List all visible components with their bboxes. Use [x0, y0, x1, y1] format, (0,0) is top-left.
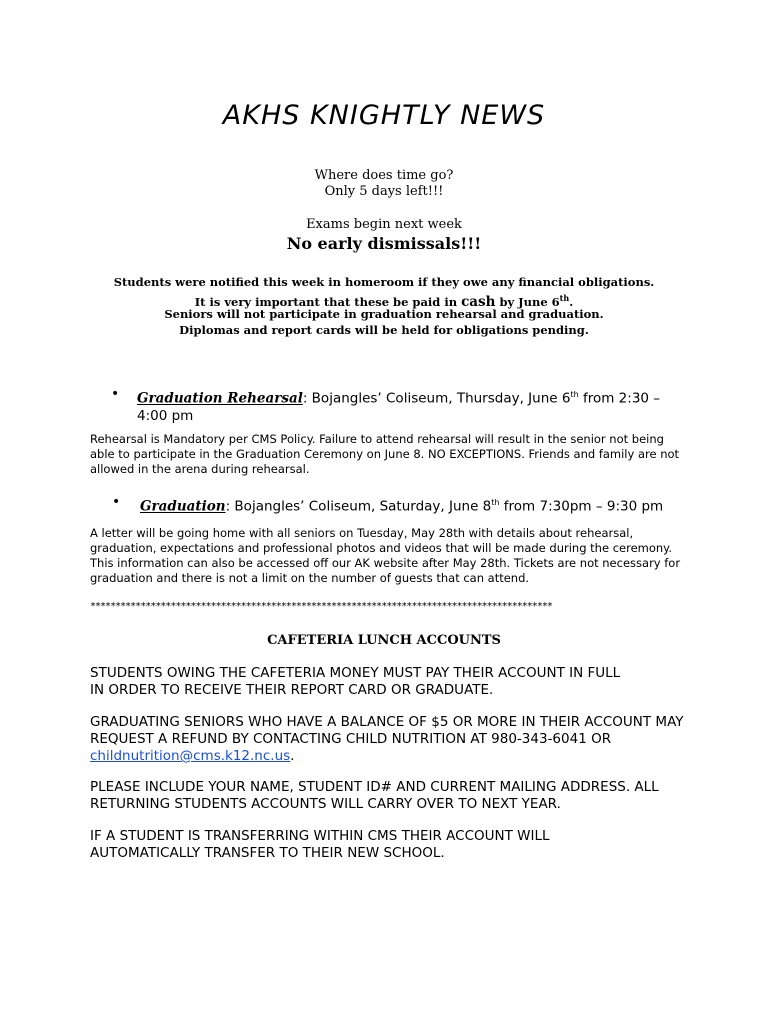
- notice-sup: th: [559, 293, 570, 303]
- cafeteria-paragraph-4: IF A STUDENT IS TRANSFERRING WITHIN CMS THEIR ACCOUNT WILL AUTOMATICALLY TRANSFER TO THEIR NEW SCHOOL.: [90, 828, 550, 861]
- notice-cash: cash: [461, 293, 496, 310]
- intro-line-2: Only 5 days left!!!: [324, 184, 444, 199]
- intro-line-4: No early dismissals!!!: [286, 234, 482, 253]
- newsletter-title: AKHS KNIGHTLY NEWS: [222, 100, 546, 131]
- notice-line-1: Students were notified this week in homeroom if they owe any financial obligations.: [113, 275, 655, 289]
- cafeteria-paragraph-2-end: .: [290, 748, 295, 764]
- notice-line-4: Diplomas and report cards will be held for obligations pending.: [179, 323, 589, 337]
- graduation-text: : Bojangles’ Coliseum, Saturday, June 8: [225, 498, 492, 515]
- rehearsal-sup: th: [570, 390, 579, 399]
- graduation-item: [112, 494, 700, 516]
- intro-line-1: Where does time go?: [314, 168, 454, 183]
- cafeteria-paragraph-2-text: GRADUATING SENIORS WHO HAVE A BALANCE OF $5 OR MORE IN THEIR ACCOUNT MAY REQUEST A REFUND BY CONTACTING CHILD NUTRITION AT 980-343-6041 OR: [90, 714, 684, 747]
- graduation-note: A letter will be going home with all seniors on Tuesday, May 28th with details about rehearsal, graduation, expectations and professional photos and videos that will be made during the ceremony. This information can also be accessed off our AK website after May 28th. Tickets are not necessary for graduation and there is not a limit on the number of guests that can attend.: [90, 526, 681, 585]
- graduation-sup: th: [491, 498, 500, 507]
- email-link[interactable]: childnutrition@cms.k12.nc.us: [90, 748, 291, 764]
- bullet-icon: •: [112, 494, 121, 510]
- cafeteria-paragraph-2: [90, 714, 696, 765]
- separator: ********************************************************************************************: [90, 601, 552, 612]
- cafeteria-paragraph-1: STUDENTS OWING THE CAFETERIA MONEY MUST PAY THEIR ACCOUNT IN FULL IN ORDER TO RECEIVE THEIR REPORT CARD OR GRADUATE.: [90, 665, 621, 698]
- rehearsal-item: [111, 386, 697, 425]
- notice-text: by June 6: [495, 294, 560, 309]
- graduation-label: Graduation: [140, 498, 226, 515]
- intro-line-3: Exams begin next week: [306, 217, 462, 232]
- rehearsal-label: Graduation Rehearsal: [137, 390, 303, 407]
- bullet-icon: •: [111, 386, 120, 402]
- rehearsal-note: Rehearsal is Mandatory per CMS Policy. Failure to attend rehearsal will result in the senior not being able to participate in the Graduation Ceremony on June 8. NO EXCEPTIONS. Friends and family are not allowed in the arena during rehearsal.: [90, 432, 680, 476]
- notice-line-3: Seniors will not participate in graduation rehearsal and graduation.: [164, 307, 604, 321]
- rehearsal-text: : Bojangles’ Coliseum, Thursday, June 6: [302, 390, 571, 407]
- rehearsal-text-post: from 2:30 –: [578, 390, 661, 407]
- graduation-text-post: from 7:30pm – 9:30 pm: [499, 498, 664, 515]
- rehearsal-time: 4:00 pm: [137, 407, 194, 424]
- cafeteria-heading: CAFETERIA LUNCH ACCOUNTS: [267, 633, 501, 648]
- notice-text: .: [569, 294, 574, 309]
- cafeteria-paragraph-3: PLEASE INCLUDE YOUR NAME, STUDENT ID# AND CURRENT MAILING ADDRESS. ALL RETURNING STUDENTS ACCOUNTS WILL CARRY OVER TO NEXT YEAR.: [90, 779, 659, 812]
- notice-text: It is very important that these be paid in: [194, 294, 462, 309]
